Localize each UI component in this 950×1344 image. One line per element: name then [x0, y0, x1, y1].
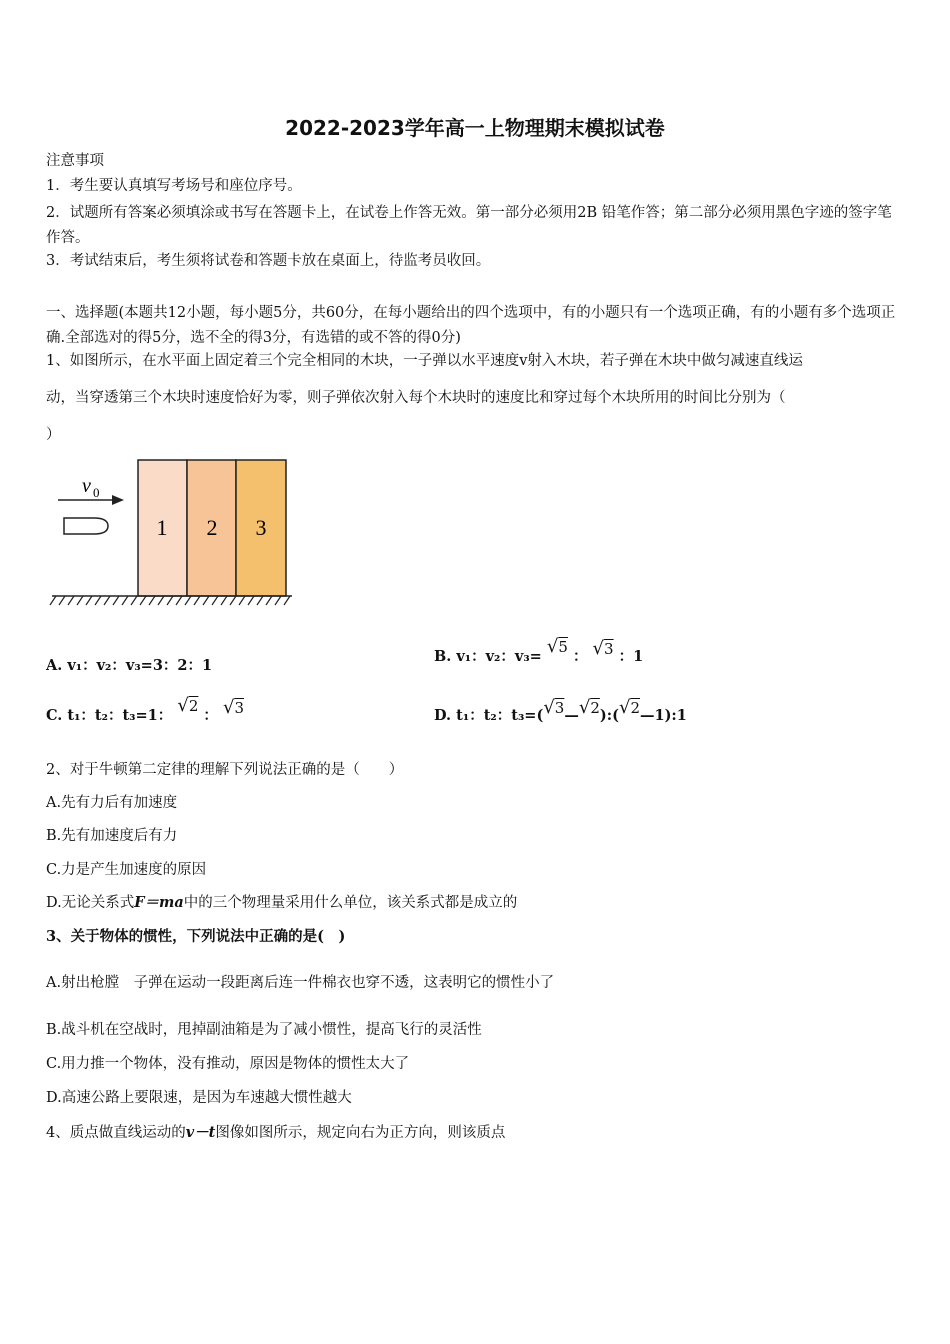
- q3-option-b[interactable]: B.战斗机在空战时，甩掉副油箱是为了减小惯性，提高飞行的灵活性: [46, 1022, 482, 1038]
- sqrt-2: √2: [177, 695, 199, 716]
- section1-heading: 一、选择题(本题共12小题，每小题5分，共60分，在每小题给出的四个选项中，有的小题只有一个选项正确，有的小题有多个选项正确.全部选对的得5分，选不全的得3分，有选错的或不答的得0分): [46, 305, 896, 346]
- q1-option-d-prefix: D. t₁：t₂：t₃=(: [434, 707, 544, 724]
- velocity-label: v: [82, 475, 91, 497]
- q2-option-c[interactable]: C.力是产生加速度的原因: [46, 862, 207, 878]
- q1-stem-line3: ）: [46, 427, 61, 443]
- q2-option-a[interactable]: A.先有力后有加速度: [46, 795, 178, 811]
- q2-option-d[interactable]: [46, 893, 517, 913]
- q1-stem-line1: 1、如图所示，在水平面上固定着三个完全相同的木块，一子弹以水平速度v射入木块，若子弹在木块中做匀减速直线运: [46, 353, 803, 369]
- sqrt-3: √3: [543, 697, 565, 718]
- sqrt-5: √5: [546, 636, 568, 657]
- sqrt-2: √2: [578, 697, 600, 718]
- velocity-arrowhead: [112, 495, 124, 505]
- notice-item-2: 2．试题所有答案必须填涂或书写在答题卡上，在试卷上作答无效。第一部分必须用2B 铅笔作答；第二部分必须用黑色字迹的签字笔作答。: [46, 205, 892, 246]
- page-title: 2022-2023学年高一上物理期末模拟试卷: [285, 116, 665, 140]
- q1-option-b-prefix: B. v₁：v₂：v₃=: [434, 648, 542, 665]
- q3-stem: 3、关于物体的惯性，下列说法中正确的是( ): [46, 928, 346, 945]
- q4-stem: [46, 1123, 505, 1143]
- notice-heading: 注意事项: [46, 153, 104, 169]
- formula: v－t: [185, 1124, 216, 1141]
- q2-option-d-text: 中的三个物理量采用什么单位，该关系式都是成立的: [183, 895, 518, 911]
- q1-option-b[interactable]: B. v₁：v₂：v₃= √5 ： √3 ：1: [434, 636, 644, 665]
- velocity-subscript: 0: [93, 485, 100, 500]
- q1-option-d[interactable]: [434, 697, 687, 725]
- sqrt-3: √3: [592, 638, 614, 659]
- sqrt-2: √2: [618, 697, 640, 718]
- formula: F＝ma: [134, 894, 184, 911]
- q1-option-c[interactable]: C. t₁：t₂：t₃=1： √2 ： √3: [46, 695, 245, 724]
- bullet-icon: [64, 518, 108, 534]
- q3-option-d[interactable]: D.高速公路上要限速，是因为车速越大惯性越大: [46, 1090, 352, 1106]
- q3-option-a[interactable]: A.射出枪膛 子弹在运动一段距离后连一件棉衣也穿不透，这表明它的惯性小了: [46, 975, 555, 991]
- q2-stem: 2、对于牛顿第二定律的理解下列说法正确的是（ ）: [46, 762, 404, 778]
- notice-item-1: 1．考生要认真填写考场号和座位序号。: [46, 178, 302, 194]
- block-2-label: 2: [206, 515, 218, 540]
- q1-stem-line2: 动，当穿透第三个木块时速度恰好为零，则子弹依次射入每个木块时的速度比和穿过每个木块所用的时间比分别为（: [46, 390, 786, 406]
- q4-stem-text: 4、质点做直线运动的: [46, 1125, 186, 1141]
- q3-option-c[interactable]: C.用力推一个物体，没有推动，原因是物体的惯性太大了: [46, 1056, 410, 1072]
- q2-option-d-text: D.无论关系式: [46, 895, 135, 911]
- minus-sign: —: [564, 707, 579, 724]
- ratio-separator: ):(: [599, 707, 619, 724]
- notice-item-3: 3．考试结束后，考生须将试卷和答题卡放在桌面上，待监考员收回。: [46, 253, 491, 269]
- q2-option-b[interactable]: B.先有加速度后有力: [46, 828, 178, 844]
- q1-option-a[interactable]: A. v₁：v₂：v₃=3：2：1: [46, 657, 213, 674]
- q1-figure: [46, 450, 306, 610]
- q1-option-d-end: —1):1: [639, 707, 687, 724]
- ground-hatching: [50, 596, 290, 605]
- q1-option-c-prefix: C. t₁：t₂：t₃=1：: [46, 707, 173, 724]
- sqrt-3: √3: [222, 697, 245, 718]
- q1-option-b-end: ：1: [618, 648, 644, 665]
- block-3-label: 3: [255, 515, 267, 540]
- q4-stem-text: 图像如图所示，规定向右为正方向，则该质点: [215, 1125, 506, 1141]
- block-1-label: 1: [156, 515, 168, 540]
